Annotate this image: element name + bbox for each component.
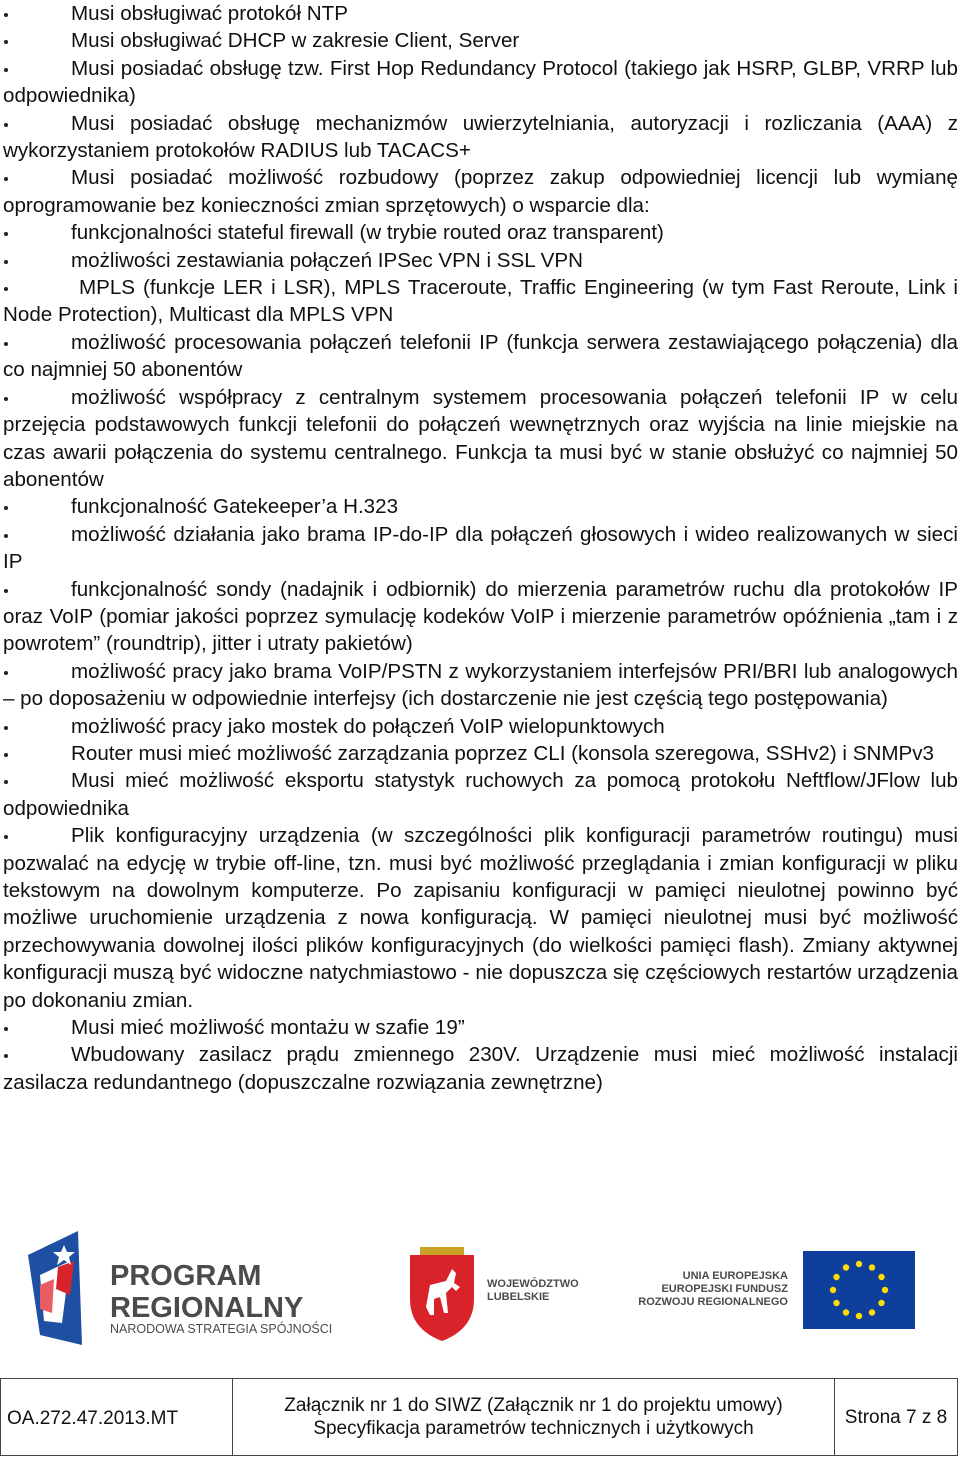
footer-reference — [1, 1379, 233, 1455]
list-item: Musi posiadać możliwość rozbudowy (poprzez zakup odpowiedniej licencji lub wymianę oprogramowanie bez konieczności zmian sprzętowych) o wsparcie dla: — [3, 166, 958, 217]
list-item: Plik konfiguracyjny urządzenia (w szczególności plik konfiguracji parametrów routingu) musi pozwalać na edycję w trybie off-line, tzn. musi być możliwość przeglądania i zmian konfiguracji w pliku tekstowym na dowolnym komputerze. Po zapisaniu konfiguracji w pamięci nieulotnej powinno być możliwe uruchomienie urządzenia z nowa konfiguracją. W pamięci nieulotnej musi być możliwość przechowywania dowolnej ilości plików konfiguracyjnych (do wielkości pamięci flash). Zmiany aktywnej konfiguracji muszą być widoczne natychmiastowo - nie dopuszcza się częściowych restartów urządzenia po dokonaniu zmian. — [3, 824, 958, 1012]
list-item: funkcjonalność Gatekeeper’a H.323 — [71, 495, 399, 519]
star-icon — [878, 1300, 884, 1306]
wojewodztwo-line2: LUBELSKIE — [487, 1291, 550, 1303]
star-icon — [843, 1264, 849, 1270]
list-item: Musi posiadać obsługę tzw. First Hop Redundancy Protocol (takiego jak HSRP, GLBP, VRRP lub odpowiednika) — [3, 56, 958, 108]
list-item: Musi obsługiwać DHCP w zakresie Client, Server — [71, 29, 520, 53]
program-regionalny-logo — [28, 1231, 332, 1345]
specification-list — [3, 0, 958, 1096]
star-icon — [833, 1274, 839, 1280]
program-line3: NARODOWA STRATEGIA SPÓJNOŚCI — [110, 1322, 333, 1336]
logo-bar — [0, 1225, 960, 1355]
list-item: MPLS (funkcje LER i LSR), MPLS Traceroute, Traffic Engineering (w tym Fast Reroute, Link i Node Protection), Multicast dla MPLS VPN — [3, 276, 958, 327]
wojewodztwo-line1: WOJEWÓDZTWO — [487, 1278, 579, 1290]
list-item: funkcjonalności stateful firewall (w trybie routed oraz transparent) — [71, 221, 664, 245]
list-item: możliwość pracy jako brama VoIP/PSTN z wykorzystaniem interfejsów PRI/BRI lub analogowych – po doposażeniu w odpowiednie interfejsy (ich dostarczenie nie jest częścią tego postępowania) — [3, 659, 958, 711]
footer-title — [233, 1379, 835, 1455]
star-icon — [869, 1264, 875, 1270]
star-icon — [869, 1309, 875, 1315]
list-item: Musi posiadać obsługę mechanizmów uwierzytelniania, autoryzacji i rozliczania (AAA) z wykorzystaniem protokołów RADIUS lub TACACS+ — [3, 111, 958, 163]
list-item: możliwość współpracy z centralnym systemem procesowania połączeń telefonii IP w celu przejęcia podstawowych funkcji telefonii do połączeń wewnętrznych oraz wyjścia na linie miejskie na czas awarii połączenia do systemu centralnego. Funkcja ta musi być w stanie obsłużyć co najmniej 50 abonentów — [3, 385, 958, 491]
list-item: możliwość pracy jako mostek do połączeń VoIP wielopunktowych — [71, 714, 665, 738]
eu-logo — [638, 1251, 915, 1329]
list-item: Musi mieć możliwość eksportu statystyk ruchowych za pomocą protokołu Neftflow/JFlow lub odpowiednika — [3, 769, 958, 820]
list-item: Musi mieć możliwość montażu w szafie 19” — [71, 1016, 465, 1040]
wojewodztwo-lubelskie-logo — [410, 1247, 579, 1341]
star-icon — [856, 1313, 862, 1319]
star-icon — [856, 1261, 862, 1267]
list-item: Wbudowany zasilacz prądu zmiennego 230V. Urządzenie musi mieć możliwość instalacji zasilacza redundantnego (dopuszczalne rozwiązania zewnętrzne) — [3, 1043, 958, 1094]
star-icon — [882, 1287, 888, 1293]
reference-number: OA.272.47.2013.MT — [7, 1407, 179, 1429]
list-item: funkcjonalność sondy (nadajnik i odbiornik) do mierzenia parametrów ruchu dla protokołów IP oraz VoIP (pomiar jakości poprzez symulację kodeków VoIP i mierzenie parametrów opóźnienia „tam i z powrotem” (roundtrip), jitter i utraty pakietów) — [3, 577, 958, 656]
logo-strip — [0, 1225, 960, 1355]
program-line1: PROGRAM — [110, 1260, 262, 1292]
star-icon — [843, 1309, 849, 1315]
eu-line1: UNIA EUROPEJSKA — [682, 1270, 788, 1282]
eu-line3: ROZWOJU REGIONALNEGO — [638, 1296, 788, 1308]
footer-title-line2: Specyfikacja parametrów technicznych i użytkowych — [313, 1418, 754, 1439]
footer-title-line1: Załącznik nr 1 do SIWZ (Załącznik nr 1 do projektu umowy) — [284, 1395, 783, 1416]
footer-page-number — [835, 1379, 957, 1455]
eu-line2: EUROPEJSKI FUNDUSZ — [661, 1283, 788, 1295]
list-item: Musi obsługiwać protokół NTP — [71, 2, 348, 25]
star-icon — [833, 1300, 839, 1306]
list-item: możliwość działania jako brama IP-do-IP dla połączeń głosowych i wideo realizowanych w sieci IP — [3, 522, 958, 574]
list-item: możliwości zestawiania połączeń IPSec VPN i SSL VPN — [71, 248, 584, 272]
program-line2: REGIONALNY — [110, 1292, 304, 1324]
list-item: Router musi mieć możliwość zarządzania poprzez CLI (konsola szeregowa, SSHv2) i SNMPv3 — [71, 741, 934, 765]
crown-icon — [420, 1247, 464, 1255]
star-icon — [830, 1287, 836, 1293]
star-icon — [878, 1274, 884, 1280]
list-item: możliwość procesowania połączeń telefonii IP (funkcja serwera zestawiającego połączenia) dla co najmniej 50 abonentów — [3, 330, 958, 382]
page-footer — [0, 1378, 958, 1456]
page-number: Strona 7 z 8 — [844, 1406, 948, 1428]
